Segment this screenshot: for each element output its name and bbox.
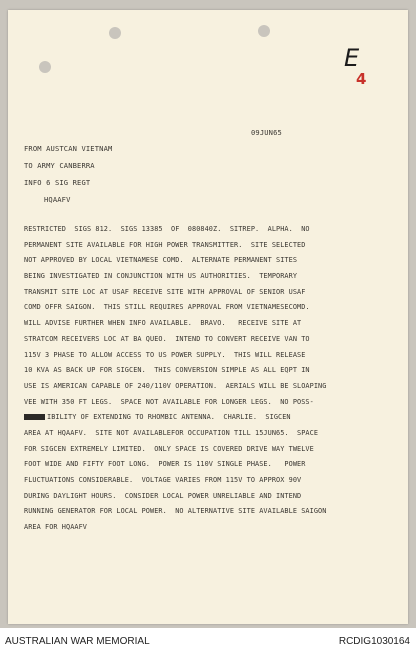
body-line: FLUCTUATIONS CONSIDERABLE. VOLTAGE VARIES FROM 115V TO APPROX 90V xyxy=(24,476,302,484)
body-line: 115V 3 PHASE TO ALLOW ACCESS TO US POWER SUPPLY. THIS WILL RELEASE xyxy=(24,350,306,359)
message-date: 09JUN65 xyxy=(251,128,282,137)
handwritten-mark: E xyxy=(344,44,360,72)
punch-hole xyxy=(39,61,51,73)
punch-hole xyxy=(109,27,121,39)
body-line: USE IS AMERICAN CAPABLE OF 240/110V OPERATION. AERIALS WILL BE SLOAPING xyxy=(24,381,327,390)
body-line-redacted xyxy=(24,410,326,426)
body-line: PERMANENT SITE AVAILABLE FOR HIGH POWER TRANSMITTER. SITE SELECTED xyxy=(24,240,306,249)
message-body xyxy=(24,222,326,536)
record-id: RCDIG1030164 xyxy=(338,636,410,647)
footer-bar xyxy=(0,628,416,654)
body-line: AREA FOR HQAAFV xyxy=(24,523,88,532)
institution-name: AUSTRALIAN WAR MEMORIAL xyxy=(5,636,150,647)
header-info: INFO 6 SIG REGT xyxy=(24,178,91,187)
body-line: AREA AT HQAAFV. SITE NOT AVAILABLEFOR OCCUPATION TILL 15JUN65. SPACE xyxy=(24,428,319,437)
body-line: RESTRICTED SIGS 812. SIGS 13385 OF 080840Z. SITREP. ALPHA. NO xyxy=(24,225,310,233)
body-line: VEE WITH 350 FT LEGS. SPACE NOT AVAILABLE FOR LONGER LEGS. NO POSS- xyxy=(24,397,314,406)
header-addressee: HQAAFV xyxy=(44,195,71,204)
body-line: COMD OFFR SAIGON. THIS STILL REQUIRES APPROVAL FROM VIETNAMESECOMD. xyxy=(24,303,310,312)
body-line: TRANSMIT SITE LOC AT USAF RECEIVE SITE WITH APPROVAL OF SENIOR USAF xyxy=(24,287,306,296)
body-line-text: IBILITY OF EXTENDING TO RHOMBIC ANTENNA. CHARLIE. SIGCEN xyxy=(47,413,291,422)
header-to: TO ARMY CANBERRA xyxy=(24,161,95,170)
body-line: NOT APPROVED BY LOCAL VIETNAMESE COMD. ALTERNATE PERMANENT SITES xyxy=(24,256,298,265)
body-line: FOR SIGCEN EXTREMELY LIMITED. ONLY SPACE IS COVERED DRIVE WAY TWELVE xyxy=(24,444,314,453)
body-line: WILL ADVISE FURTHER WHEN INFO AVAILABLE. BRAVO. RECEIVE SITE AT xyxy=(24,319,302,328)
folio-number: 4 xyxy=(356,70,367,88)
body-line: 10 KVA AS BACK UP FOR SIGCEN. THIS CONVERSION SIMPLE AS ALL EQPT IN xyxy=(24,366,310,375)
redaction-mark xyxy=(24,414,45,420)
body-line: STRATCOM RECEIVERS LOC AT BA QUEO. INTEND TO CONVERT RECEIVE VAN TO xyxy=(24,334,310,343)
body-line: DURING DAYLIGHT HOURS. CONSIDER LOCAL POWER UNRELIABLE AND INTEND xyxy=(24,491,302,500)
header-from: FROM AUSTCAN VIETNAM xyxy=(24,144,113,153)
body-line: RUNNING GENERATOR FOR LOCAL POWER. NO ALTERNATIVE SITE AVAILABLE SAIGON xyxy=(24,507,327,516)
body-line: FOOT WIDE AND FIFTY FOOT LONG. POWER IS 110V SINGLE PHASE. POWER xyxy=(24,460,306,469)
body-line: BEING INVESTIGATED IN CONJUNCTION WITH US AUTHORITIES. TEMPORARY xyxy=(24,272,298,281)
punch-hole xyxy=(258,25,270,37)
